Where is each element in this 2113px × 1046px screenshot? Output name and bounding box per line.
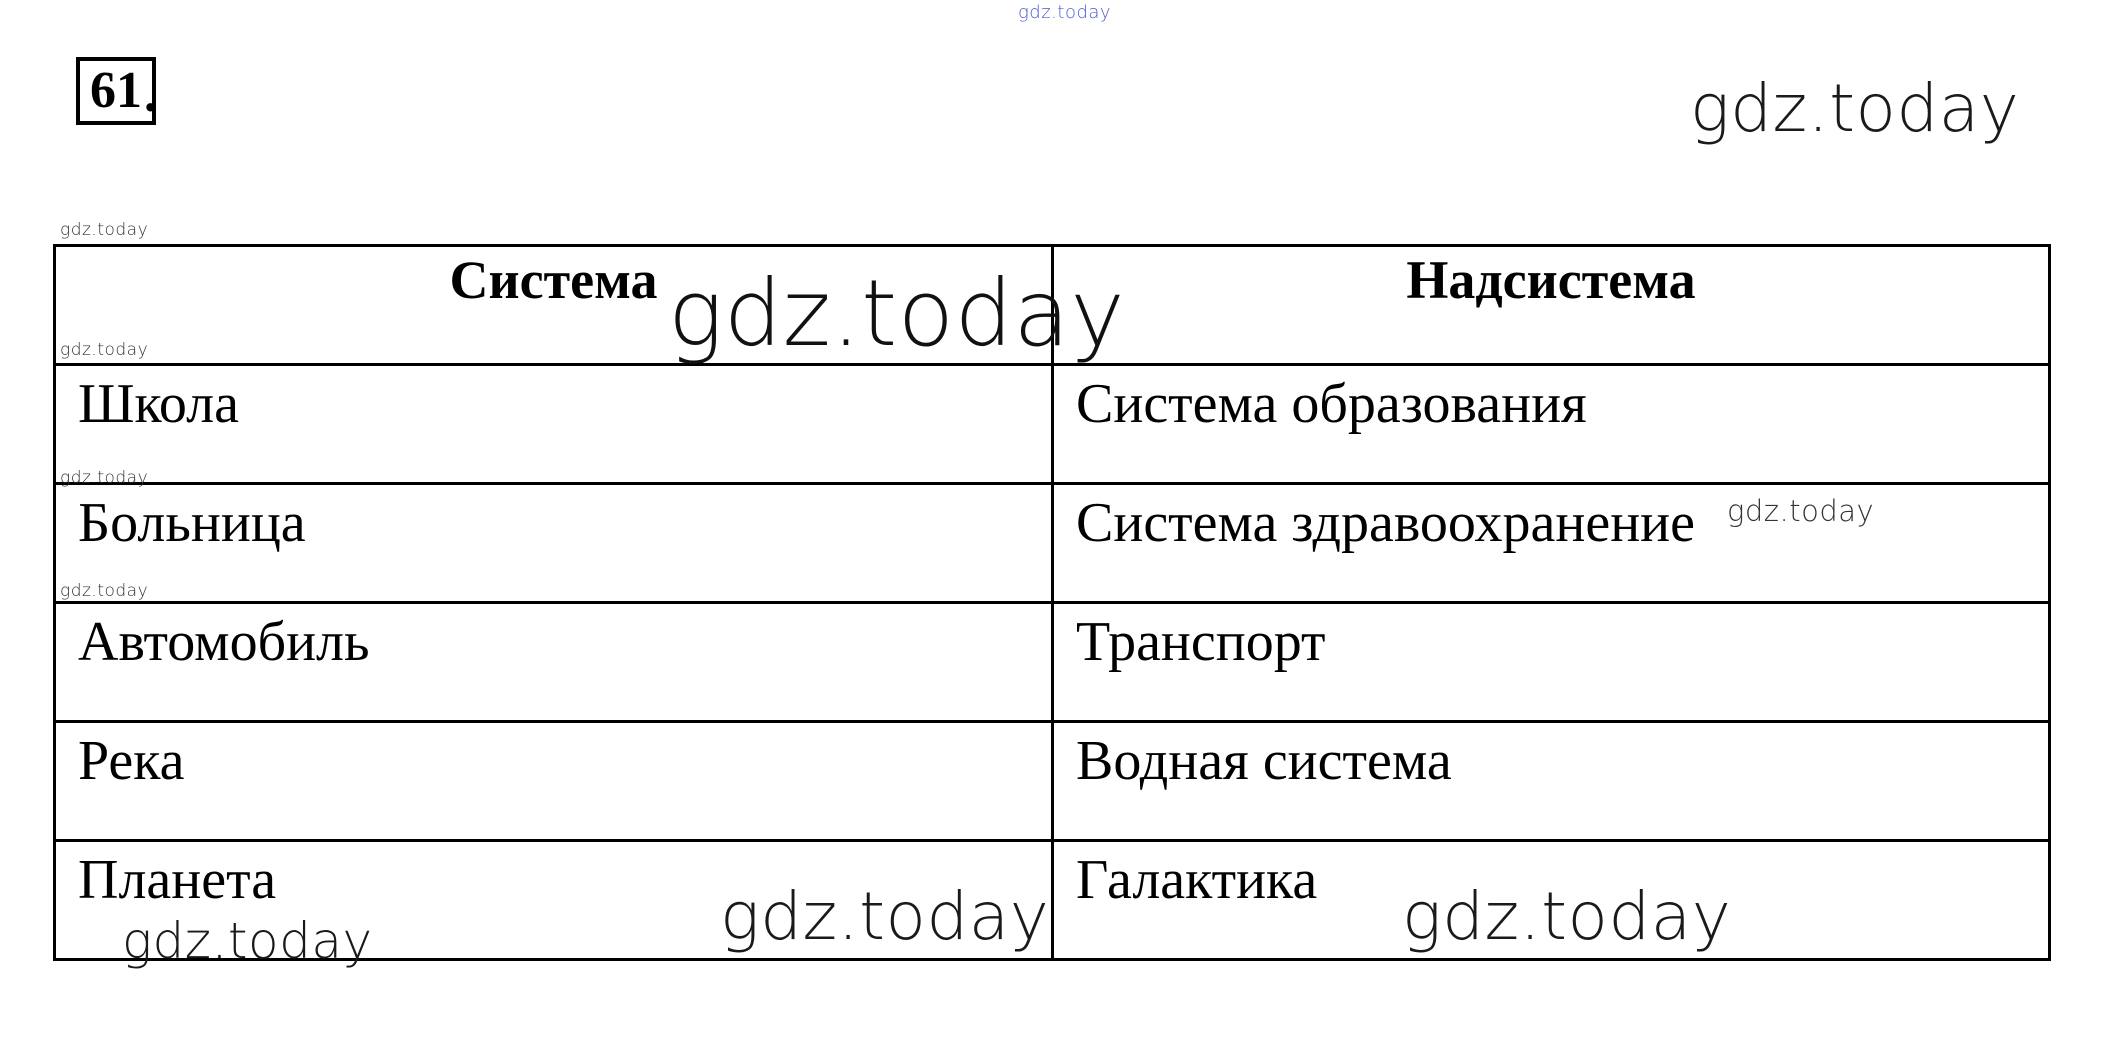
watermark-small: gdz.today: [60, 220, 149, 240]
watermark-superscript: gdz.today: [1727, 494, 1875, 528]
task-number-box: 61: [76, 57, 156, 125]
watermark-header: gdz.today: [668, 260, 1126, 367]
cell-system: Река: [55, 722, 1053, 841]
cell-system: Автомобиль: [55, 603, 1053, 722]
task-number: [76, 57, 157, 125]
watermark-small: gdz.today: [60, 581, 149, 601]
cell-system: Планета: [55, 841, 1053, 960]
cell-supersystem: Галактика: [1053, 841, 2050, 960]
watermark-bottom-left: gdz.today: [122, 912, 373, 970]
watermark-small: gdz.today: [60, 340, 149, 360]
cell-system: Больница: [55, 484, 1053, 603]
cell-supersystem: Система образования: [1053, 365, 2050, 484]
cell-system: Школа: [55, 365, 1053, 484]
watermark-top: gdz.today: [1018, 2, 1112, 23]
watermark-top-right: gdz.today: [1690, 70, 2020, 147]
cell-supersystem: Система здравоохранение: [1053, 484, 2050, 603]
table-row: [55, 365, 2050, 484]
table-row: [55, 603, 2050, 722]
watermark-bottom-right: gdz.today: [1402, 878, 1732, 955]
header-cell-supersystem: Надсистема: [1053, 246, 2050, 365]
header-cell-system: Система: [55, 246, 1053, 365]
watermark-bottom-middle: gdz.today: [720, 878, 1050, 955]
table-row: [55, 722, 2050, 841]
task-number-dot: .: [144, 66, 157, 123]
cell-supersystem: Водная система: [1053, 722, 2050, 841]
watermark-small: gdz.today: [60, 468, 149, 488]
cell-supersystem: Транспорт: [1053, 603, 2050, 722]
